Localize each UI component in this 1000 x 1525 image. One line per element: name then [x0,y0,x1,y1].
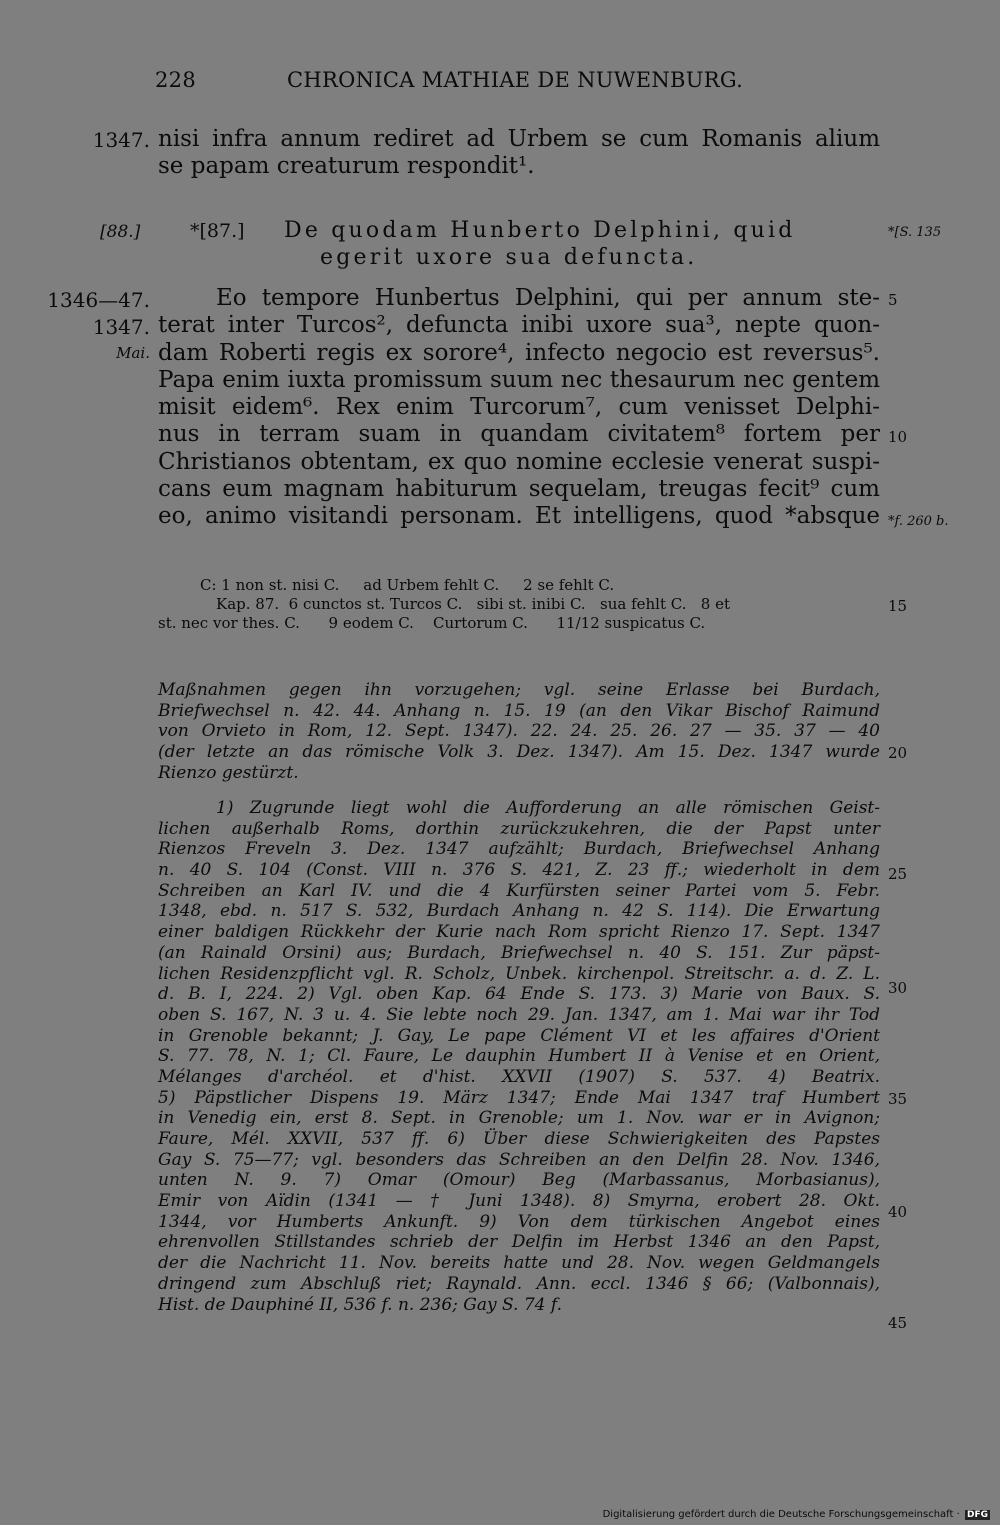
note-line: n. 40 S. 104 (Const. VIII n. 376 S. 421, Z. 23 ff.; wiederholt in dem [158,860,880,881]
text-line: Christianos obtentam, ex quo nomine ecclesie venerat suspi- [158,448,880,475]
note-line: oben S. 167, N. 3 u. 4. Sie lebte noch 29. Jan. 1347, am 1. Mai war ihr Tod [158,1004,880,1025]
note-line: Gay S. 75—77; vgl. besonders das Schreiben an den Delfin 28. Nov. 1346, [158,1149,880,1170]
line-number: 20 [888,744,908,762]
margin-year: 1347. [92,315,150,339]
note-line: Maßnahmen gegen ihn vorzugehen; vgl. seine Erlasse bei Burdach, [158,680,880,700]
digitization-credit [603,1509,990,1520]
note-line: Faure, Mél. XXVII, 537 ff. 6) Über diese Schwierigkeiten des Papstes [158,1129,880,1149]
page-number: 228 [155,68,196,92]
line-number: 15 [888,597,908,615]
apparatus-line: st. nec vor thes. C. 9 eodem C. Curtorum C. 11/12 suspicatus C. [158,614,706,632]
margin-year-range: 1346—47. [47,288,150,312]
line-number: 25 [888,865,908,883]
text-line: cans eum magnam habiturum sequelam, treugas fecit⁹ cum [158,476,880,503]
note-line: 1348, ebd. n. 517 S. 532, Burdach Anhang n. 42 S. 114). Die Erwartung [158,901,880,922]
note-line: in Venedig ein, erst 8. Sept. in Grenoble; um 1. Nov. war er in Avignon; [158,1108,880,1129]
page-title: CHRONICA MATHIAE DE NUWENBURG. [287,68,744,92]
line-number: 10 [888,428,908,446]
note-line: lichen außerhalb Roms, dorthin zurückzukehren, die der Papst unter [158,818,880,839]
line-number: 5 [888,291,898,309]
text-line: nisi infra annum rediret ad Urbem se cum Romanis alium [158,126,880,152]
text-line: se papam creaturum respondit¹. [158,153,535,180]
note-line: 5) Päpstlicher Dispens 19. März 1347; Ende Mai 1347 traf Humbert [158,1087,880,1108]
line-number: 45 [888,1314,908,1332]
note-line: Briefwechsel n. 42. 44. Anhang n. 15. 19 (an den Vikar Bischof Raimund [158,700,880,721]
note-line: Rienzos Freveln 3. Dez. 1347 aufzählt; Burdach, Briefwechsel Anhang [158,839,880,860]
margin-year: 1347. [92,128,150,152]
text-line: nus in terram suam in quandam civitatem⁸ fortem per [158,421,880,448]
note-line: ehrenvollen Stillstandes schrieb der Delfin im Herbst 1346 an den Papst, [158,1232,880,1253]
text-line: Papa enim iuxta promissum suum nec thesaurum nec gentem [158,366,880,393]
line-number: 35 [888,1090,908,1108]
chapter-number: *[87.] [190,220,245,242]
chapter-title-line-1: De quodam Hunberto Delphini, quid [284,218,796,243]
chapter-number-alt: [88.] [100,222,141,242]
note-line: Schreiben an Karl IV. und die 4 Kurfürsten seiner Partei vom 5. Febr. [158,880,880,901]
note-line: der die Nachricht 11. Nov. bereits hatte und 28. Nov. wegen Geldmangels [158,1253,880,1274]
dfg-logo: DFG [966,1510,988,1520]
note-line: lichen Residenzpflicht vgl. R. Scholz, Unbek. kirchenpol. Streitschr. a. d. Z. L. [158,963,880,984]
credit-text: Digitalisierung gefördert durch die Deutsche Forschungsgemeinschaft · [602,1509,960,1520]
apparatus-line: C: 1 non st. nisi C. ad Urbem fehlt C. 2 se fehlt C. [200,576,615,594]
note-line: in Grenoble bekannt; J. Gay, Le pape Clément VI et les affaires d'Orient [158,1025,880,1046]
note-line: d. B. I, 224. 2) Vgl. oben Kap. 64 Ende S. 173. 3) Marie von Baux. S. [158,984,880,1005]
text-line: dam Roberti regis ex sorore⁴, infecto negocio est reversus⁵. [158,339,880,366]
note-line: unten N. 9. 7) Omar (Omour) Beg (Marbassanus, Morbasianus), [158,1170,880,1191]
text-line: misit eidem⁶. Rex enim Turcorum⁷, cum venisset Delphi- [158,394,880,421]
footnotes [158,798,880,1315]
note-line: einer baldigen Rückkehr der Kurie nach Rom spricht Rienzo 17. Sept. 1347 [158,922,880,943]
margin-month: Mai. [116,344,150,362]
line-number: 30 [888,979,908,997]
intro-text [158,126,880,181]
note-line: Hist. de Dauphiné II, 536 f. n. 236; Gay S. 74 f. [158,1294,562,1315]
side-reference: *[S. 135 [888,225,942,240]
text-line: Eo tempore Hunbertus Delphini, qui per annum ste- [216,285,880,311]
apparatus-line: Kap. 87. 6 cunctos st. Turcos C. sibi st. inibi C. sua fehlt C. 8 et [216,595,730,613]
note-line: Mélanges d'archéol. et d'hist. XXVII (1907) S. 537. 4) Beatrix. [158,1066,880,1087]
line-number: 40 [888,1203,908,1221]
text-line: eo, animo visitandi personam. Et intelligens, quod *absque [158,503,880,530]
note-line: von Orvieto in Rom, 12. Sept. 1347). 22. 24. 25. 26. 27 — 35. 37 — 40 [158,721,880,742]
critical-apparatus [158,576,880,633]
note-line: dringend zum Abschluß riet; Raynald. Ann. eccl. 1346 § 66; (Valbonnais), [158,1273,880,1294]
note-line: Emir von Aïdin (1341 — † Juni 1348). 8) Smyrna, erobert 28. Okt. [158,1191,880,1212]
chapter-title-line-2: egerit uxore sua defuncta. [320,245,698,270]
note-line: 1) Zugrunde liegt wohl die Aufforderung an alle römischen Geist- [216,798,880,818]
note-line: (der letzte an das römische Volk 3. Dez. 1347). Am 15. Dez. 1347 wurde [158,742,880,763]
note-line: (an Rainald Orsini) aus; Burdach, Briefwechsel n. 40 S. 151. Zur päpst- [158,942,880,963]
folio-reference: *f. 260 b. [888,514,949,529]
note-line: Rienzo gestürzt. [158,762,299,783]
body-text [158,285,880,531]
text-line: terat inter Turcos², defuncta inibi uxore sua³, nepte quon- [158,312,880,339]
notes-continuation [158,680,880,783]
note-line: 1344, vor Humberts Ankunft. 9) Von dem türkischen Angebot eines [158,1211,880,1232]
note-line: S. 77. 78, N. 1; Cl. Faure, Le dauphin Humbert II à Venise et en Orient, [158,1046,880,1067]
